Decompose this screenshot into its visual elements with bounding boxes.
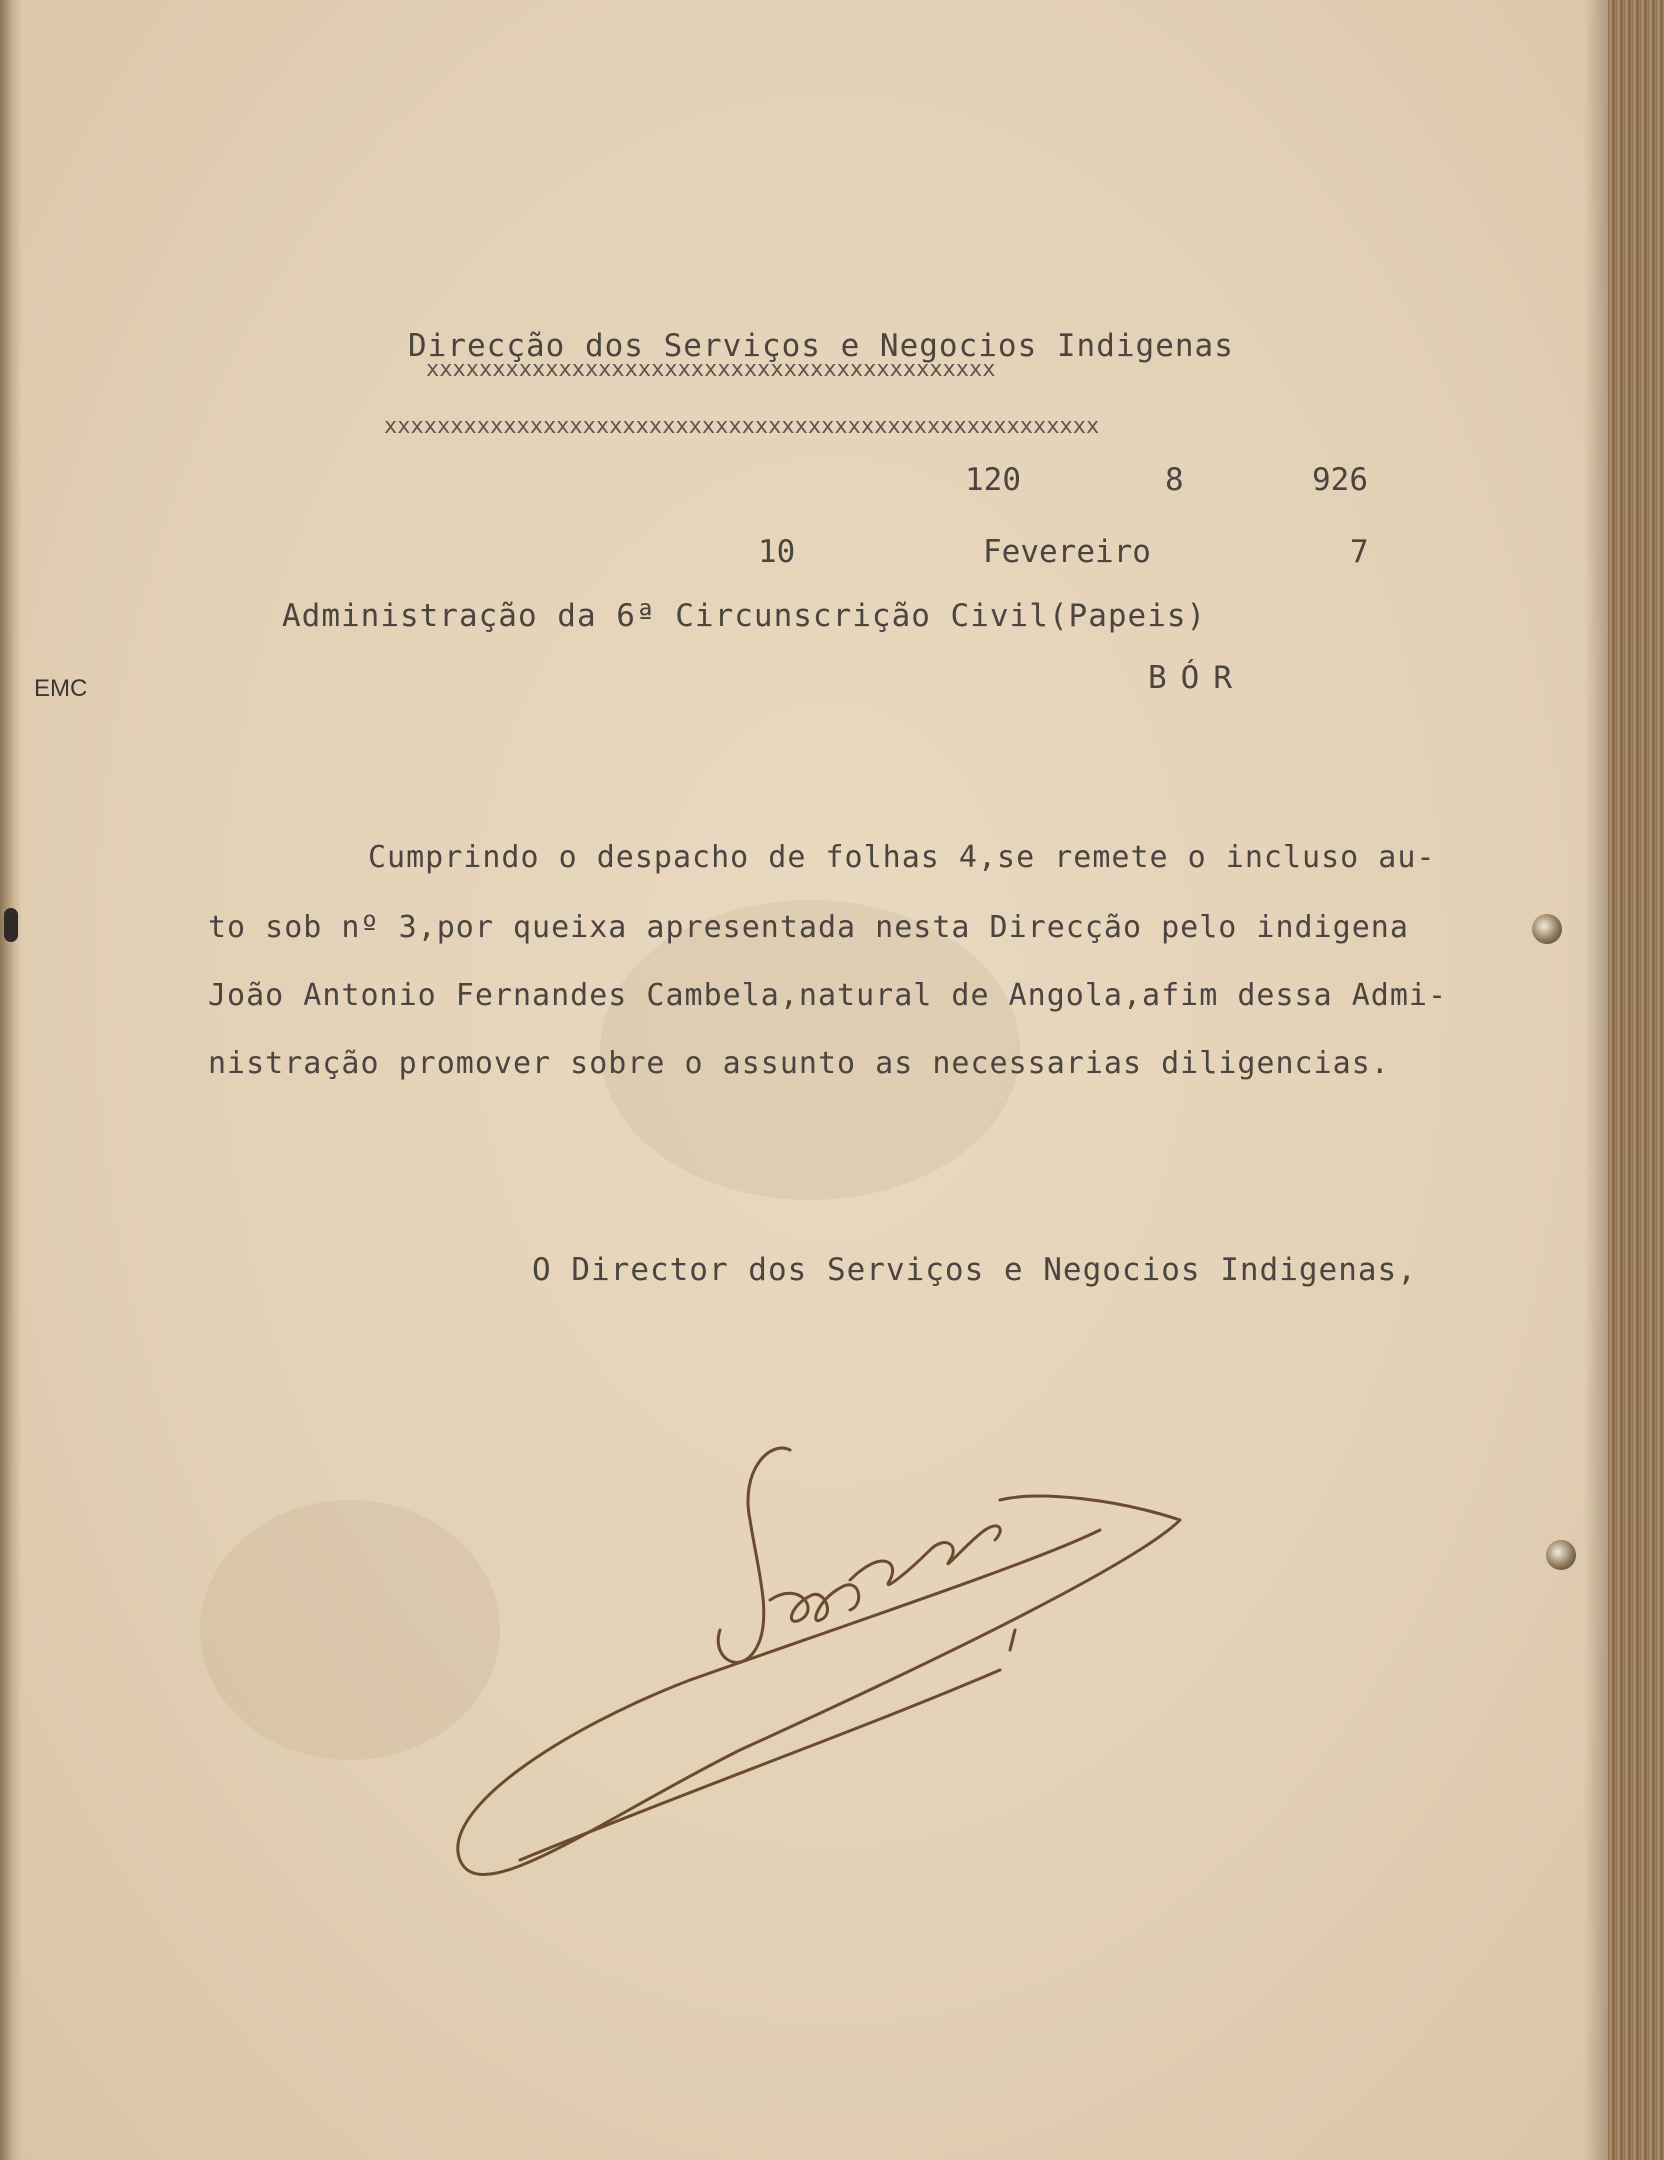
strikeout-rule-1: xxxxxxxxxxxxxxxxxxxxxxxxxxxxxxxxxxxxxxxxxxx <box>426 357 996 382</box>
addressee-place: BÓR <box>1148 660 1246 696</box>
date-year: 7 <box>1350 534 1369 570</box>
office-title: Direcção dos Serviços e Negocios Indigenas <box>408 328 1234 364</box>
handwritten-signature <box>440 1430 1200 1910</box>
binding-hole <box>1532 914 1562 944</box>
book-binding-edge <box>1608 0 1664 2160</box>
edge-ink-mark <box>4 908 18 942</box>
date-month: Fevereiro <box>983 534 1151 570</box>
margin-note: EMC <box>34 675 88 702</box>
binding-shadow <box>1584 0 1608 2160</box>
reference-number: 120 <box>965 462 1021 498</box>
page-left-edge <box>0 0 22 2160</box>
date-day: 10 <box>758 534 796 570</box>
body-line-4: nistração promover sobre o assunto as necessarias diligencias. <box>208 1046 1390 1081</box>
closing-line: O Director dos Serviços e Negocios Indigenas, <box>532 1252 1417 1288</box>
strikeout-rule-2: xxxxxxxxxxxxxxxxxxxxxxxxxxxxxxxxxxxxxxxxxxxxxxxxxxxxxx <box>384 414 1100 439</box>
addressee-name: Administração da 6ª Circunscrição Civil(Papeis) <box>282 598 1207 634</box>
body-line-1: Cumprindo o despacho de folhas 4,se remete o incluso au- <box>368 840 1436 875</box>
reference-code: 8 <box>1165 462 1184 498</box>
binding-hole <box>1546 1540 1576 1570</box>
body-line-3: João Antonio Fernandes Cambela,natural de Angola,afim dessa Admi- <box>208 978 1447 1013</box>
reference-year: 926 <box>1312 462 1368 498</box>
body-line-2: to sob nº 3,por queixa apresentada nesta Direcção pelo indigena <box>208 910 1409 945</box>
